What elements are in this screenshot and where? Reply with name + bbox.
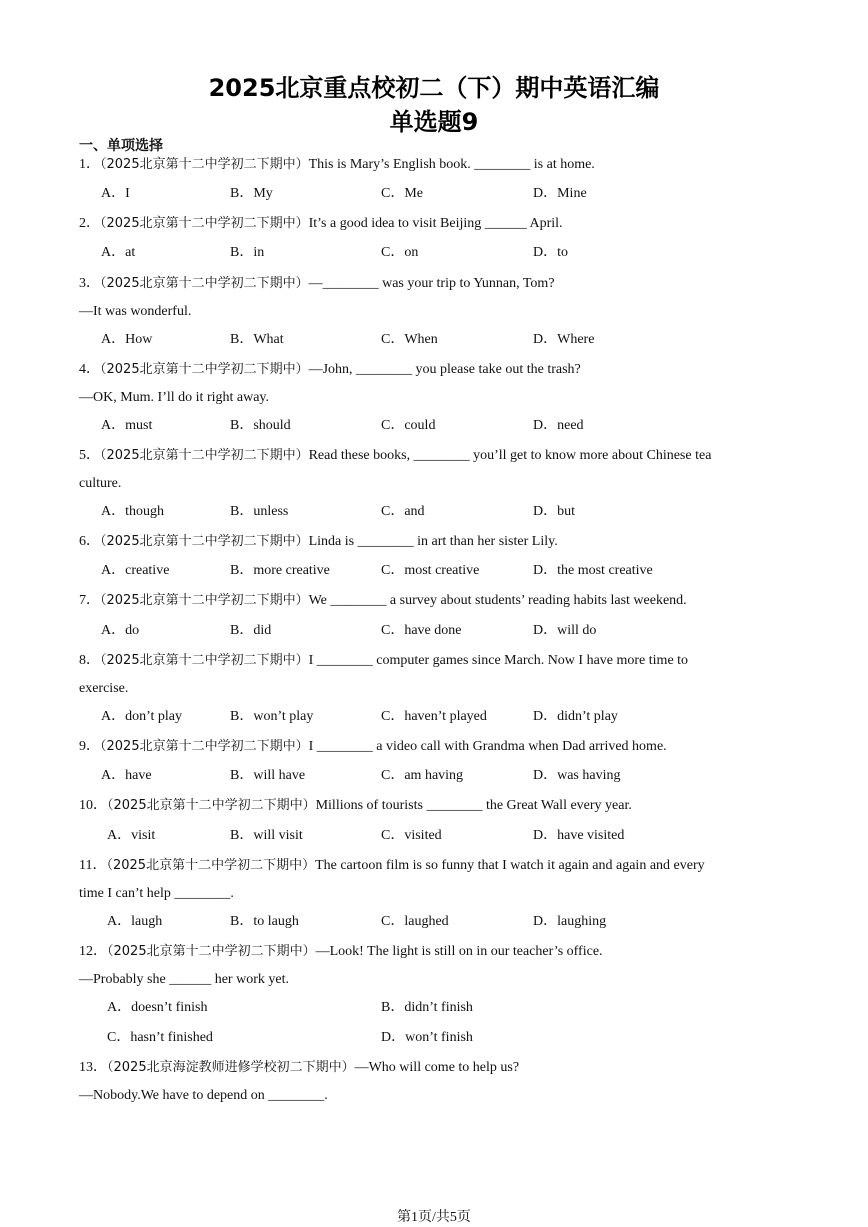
question-number: 10．	[79, 798, 107, 813]
document-title-line2: 单选题9	[389, 108, 479, 136]
question-stem	[79, 857, 705, 875]
answer-option[interactable]: D．the most creative	[533, 563, 653, 578]
answer-option[interactable]: D．to	[533, 245, 568, 260]
question-text: This is Mary’s English book. ________ is at home.	[308, 157, 595, 172]
answer-option[interactable]: D．laughing	[533, 914, 607, 929]
question-number: 7．	[79, 593, 100, 608]
question-text: —Look! The light is still on in our teacher’s office.	[315, 944, 603, 959]
answer-option[interactable]: B．more creative	[230, 563, 330, 578]
answer-option[interactable]: C．most creative	[381, 563, 480, 578]
question-number: 9．	[79, 739, 100, 754]
answer-option[interactable]: A．don’t play	[101, 709, 183, 724]
answer-option[interactable]: C．Me	[381, 186, 423, 201]
question-stem	[79, 652, 688, 670]
answer-option[interactable]: C．When	[381, 332, 438, 347]
answer-option[interactable]: B．did	[230, 623, 272, 638]
question-text: Read these books, ________ you’ll get to know more about Chinese tea	[308, 448, 712, 463]
answer-option[interactable]: B．should	[230, 418, 291, 433]
question-source: （2025北京第十二中学初二下期中）	[100, 276, 309, 291]
question-stem	[79, 361, 581, 379]
question-source: （2025北京第十二中学初二下期中）	[107, 944, 316, 959]
question-number: 13．	[79, 1060, 107, 1075]
question-source: （2025北京第十二中学初二下期中）	[106, 858, 316, 873]
answer-option[interactable]: C．could	[381, 418, 436, 433]
answer-option[interactable]: D．was having	[533, 768, 621, 783]
answer-option[interactable]: C．haven’t played	[381, 709, 487, 724]
question-stem-continued: —Probably she ______ her work yet.	[79, 972, 289, 987]
question-text: —Who will come to help us?	[354, 1060, 520, 1075]
page-footer: 第1页/共5页	[397, 1210, 471, 1225]
answer-option[interactable]: C．laughed	[381, 914, 449, 929]
question-text: The cartoon film is so funny that I watch it again and again and every	[315, 858, 705, 873]
question-stem	[79, 1059, 519, 1077]
question-stem	[79, 592, 687, 610]
answer-option[interactable]: B．to laugh	[230, 914, 299, 929]
question-source: （2025北京第十二中学初二下期中）	[100, 534, 309, 549]
question-number: 5．	[79, 448, 100, 463]
answer-option[interactable]: C．and	[381, 504, 425, 519]
answer-option[interactable]: B．won’t play	[230, 709, 314, 724]
question-stem-continued: —OK, Mum. I’ll do it right away.	[79, 390, 270, 405]
question-source: （2025北京第十二中学初二下期中）	[100, 739, 309, 754]
answer-option[interactable]: A．creative	[101, 563, 170, 578]
question-text: Linda is ________ in art than her sister Lily.	[308, 534, 558, 549]
answer-option[interactable]: A．do	[101, 623, 140, 638]
document-title-line1: 2025北京重点校初二（下）期中英语汇编	[208, 74, 660, 102]
question-text: I ________ computer games since March. Now I have more time to	[308, 653, 689, 668]
question-stem	[79, 156, 595, 174]
answer-option[interactable]: A．laugh	[107, 914, 163, 929]
question-number: 3．	[79, 276, 100, 291]
answer-option[interactable]: A．doesn’t finish	[107, 1000, 208, 1015]
answer-option[interactable]: A．How	[101, 332, 153, 347]
question-stem-continued: —It was wonderful.	[79, 304, 192, 319]
question-source: （2025北京第十二中学初二下期中）	[100, 448, 309, 463]
question-stem	[79, 797, 632, 815]
question-number: 4．	[79, 362, 100, 377]
question-number: 1．	[79, 157, 100, 172]
question-text: —John, ________ you please take out the trash?	[308, 362, 581, 377]
answer-option[interactable]: D．have visited	[533, 828, 625, 843]
question-source: （2025北京第十二中学初二下期中）	[100, 593, 309, 608]
question-stem-continued: exercise.	[79, 681, 129, 696]
answer-option[interactable]: B．will visit	[230, 828, 303, 843]
question-stem-continued: —Nobody.We have to depend on ________.	[79, 1088, 328, 1103]
question-source: （2025北京第十二中学初二下期中）	[100, 653, 309, 668]
answer-option[interactable]: D．didn’t play	[533, 709, 618, 724]
question-stem	[79, 738, 667, 756]
question-source: （2025北京第十二中学初二下期中）	[100, 216, 309, 231]
answer-option[interactable]: D．Where	[533, 332, 595, 347]
answer-option[interactable]: C．hasn’t finished	[107, 1030, 213, 1045]
question-number: 2．	[79, 216, 100, 231]
question-text: —________ was your trip to Yunnan, Tom?	[308, 276, 555, 291]
answer-option[interactable]: A．have	[101, 768, 152, 783]
question-stem	[79, 215, 563, 233]
answer-option[interactable]: B．will have	[230, 768, 306, 783]
question-stem	[79, 943, 603, 961]
question-text: It’s a good idea to visit Beijing ______ April.	[308, 216, 563, 231]
answer-option[interactable]: C．visited	[381, 828, 442, 843]
question-source: （2025北京海淀教师进修学校初二下期中）	[107, 1060, 355, 1075]
answer-option[interactable]: B．My	[230, 186, 273, 201]
answer-option[interactable]: A．visit	[107, 828, 156, 843]
answer-option[interactable]: D．will do	[533, 623, 597, 638]
answer-option[interactable]: B．didn’t finish	[381, 1000, 473, 1015]
question-stem	[79, 533, 558, 551]
answer-option[interactable]: A．must	[101, 418, 153, 433]
answer-option[interactable]: D．but	[533, 504, 575, 519]
answer-option[interactable]: A．I	[101, 186, 130, 201]
question-source: （2025北京第十二中学初二下期中）	[100, 362, 309, 377]
question-stem-continued: culture.	[79, 476, 122, 491]
answer-option[interactable]: A．at	[101, 245, 136, 260]
answer-option[interactable]: C．have done	[381, 623, 462, 638]
question-stem	[79, 447, 711, 465]
question-stem	[79, 275, 555, 293]
answer-option[interactable]: B．in	[230, 245, 265, 260]
question-text: We ________ a survey about students’ reading habits last weekend.	[308, 593, 687, 608]
question-number: 6．	[79, 534, 100, 549]
section-heading: 一、单项选择	[79, 138, 163, 154]
question-text: Millions of tourists ________ the Great Wall every year.	[315, 798, 632, 813]
answer-option[interactable]: B．What	[230, 332, 284, 347]
answer-option[interactable]: C．am having	[381, 768, 464, 783]
question-source: （2025北京第十二中学初二下期中）	[100, 157, 309, 172]
answer-option[interactable]: D．Mine	[533, 186, 587, 201]
question-number: 8．	[79, 653, 100, 668]
question-number: 12．	[79, 944, 107, 959]
question-source: （2025北京第十二中学初二下期中）	[107, 798, 316, 813]
answer-option[interactable]: C．on	[381, 245, 419, 260]
question-number: 11．	[79, 858, 107, 873]
answer-option[interactable]: D．won’t finish	[381, 1030, 473, 1045]
answer-option[interactable]: B．unless	[230, 504, 289, 519]
answer-option[interactable]: D．need	[533, 418, 584, 433]
question-text: I ________ a video call with Grandma when Dad arrived home.	[308, 739, 667, 754]
answer-option[interactable]: A．though	[101, 504, 164, 519]
question-stem-continued: time I can’t help ________.	[79, 886, 234, 901]
